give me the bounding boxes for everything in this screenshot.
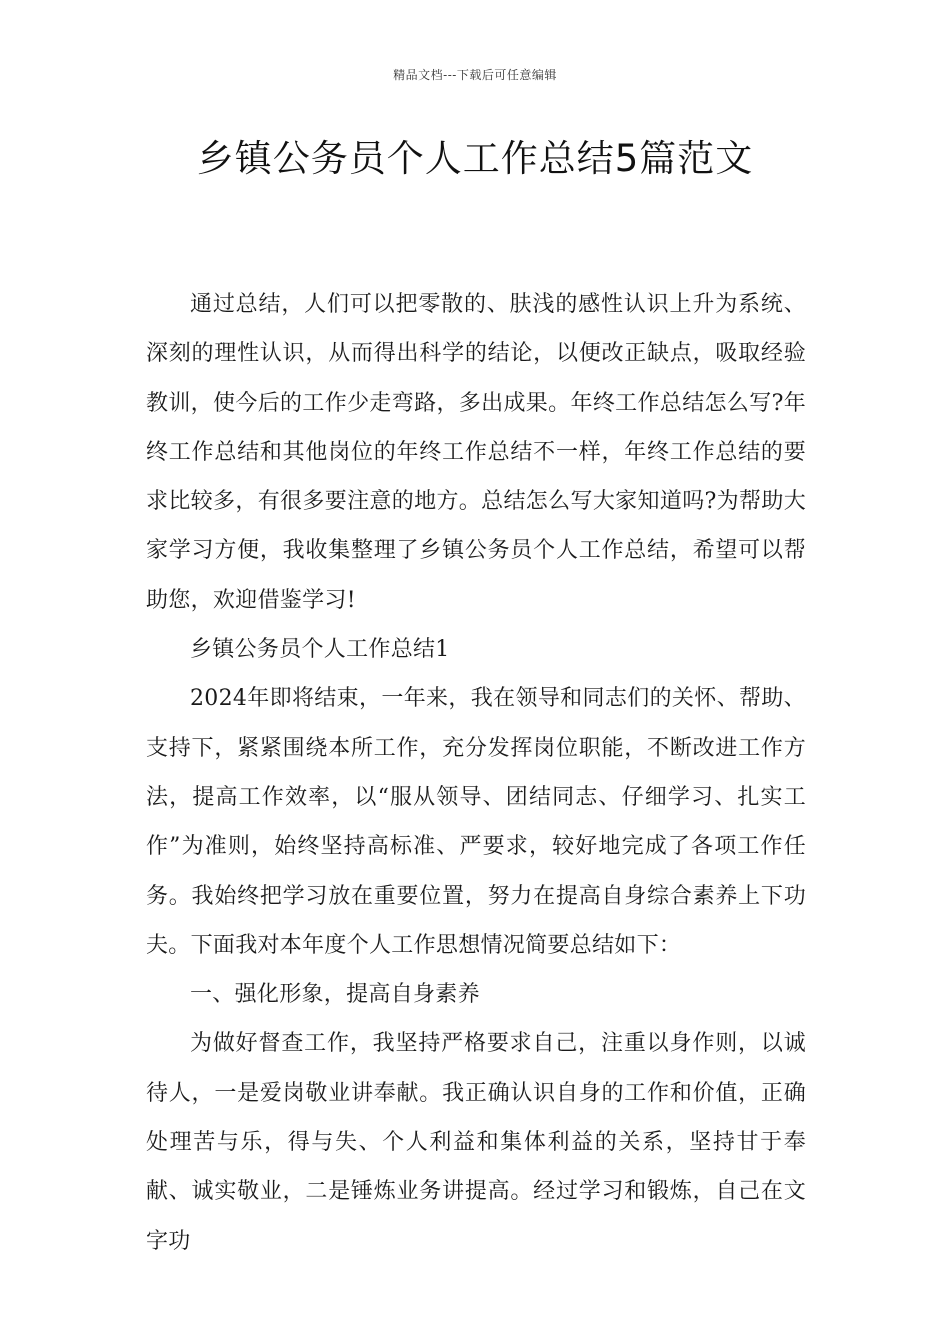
subsection-heading: 一、强化形象，提高自身素养 <box>190 982 480 1008</box>
section-heading-summary-1: 乡镇公务员个人工作总结1 <box>190 637 450 663</box>
intro-paragraph: 通过总结，人们可以把零散的、肤浅的感性认识上升为系统、深刻的理性认识，从而得出科学的结论，以便改正缺点，吸取经验教训，使今后的工作少走弯路，多出成果。年终工作总结怎么写?年终工作总结和其他岗位的年终工作总结不一样，年终工作总结的要求比较多，有很多要注意的地方。总结怎么写大家知道吗?为帮助大家学习方便，我收集整理了乡镇公务员个人工作总结，希望可以帮助您，欢迎借鉴学习! <box>146 292 806 613</box>
body-paragraph: 2024年即将结束，一年来，我在领导和同志们的关怀、帮助、支持下，紧紧围绕本所工作，充分发挥岗位职能，不断改进工作方法，提高工作效率，以“服从领导、团结同志、仔细学习、扎实工作”为准则，始终坚持高标准、严要求，较好地完成了各项工作任务。我始终把学习放在重要位置，努力在提高自身综合素养上下功夫。下面我对本年度个人工作思想情况简要总结如下： <box>146 686 806 958</box>
body-paragraph: 为做好督查工作，我坚持严格要求自己，注重以身作则，以诚待人，一是爱岗敬业讲奉献。我正确认识自身的工作和价值，正确处理苦与乐，得与失、个人利益和集体利益的关系，坚持甘于奉献、诚实敬业，二是锤炼业务讲提高。经过学习和锻炼，自己在文字功 <box>146 1031 806 1254</box>
document-title: 乡镇公务员个人工作总结5篇范文 <box>196 137 754 180</box>
page-header-note: 精品文档---下载后可任意编辑 <box>393 68 557 82</box>
document-body <box>146 280 806 1266</box>
